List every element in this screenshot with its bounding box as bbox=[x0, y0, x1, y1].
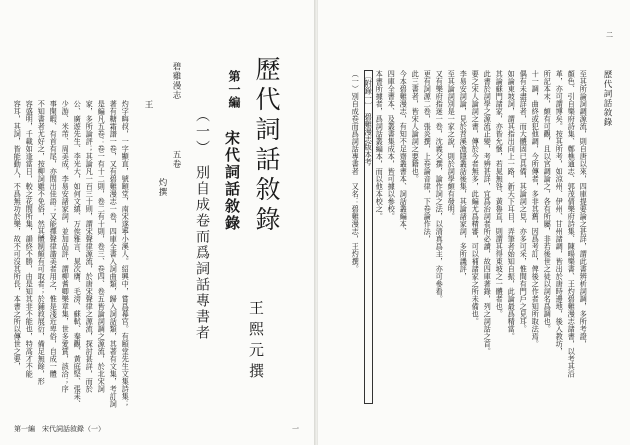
right-text-col-1: 至其所論詞調源流，則自唐以來，四庫提要論之甚詳，謂此書辨析詞調，多所考證， bbox=[579, 70, 589, 348]
chapter-heading: （一） 別自成卷而爲詞話專書者 bbox=[194, 108, 210, 341]
section-label: 第一編 bbox=[227, 70, 241, 109]
left-text-col-4: 家，多所論評；其論凡一百三十則，謂宋聲律源流，於唐宋聲律之源流，探討甚詳，而於 bbox=[85, 100, 95, 393]
right-text-col-2: 顏色、引自樂府詩集、鄭樵通志、郭茂倩樂府詩集、陳暘樂書、王灼碧雞漫志諸書，以考其沿 bbox=[567, 70, 577, 378]
right-text-col-20: （一）別自成卷而爲詞話專書者 又名：碧雞漫志，王灼撰。 bbox=[351, 70, 361, 273]
right-text-col-5: 十一調，曲終或犯他調，今所傳者，多非其舊，因爲考訂，俾後之作者知所取法焉。 bbox=[531, 70, 541, 348]
book-author: 王熙元撰 bbox=[247, 300, 265, 384]
right-text-col-6: 偶有未盡詳者，而大體固已具備，其論詞之見，亦多可采，惟間有門戶之見耳。 bbox=[519, 70, 529, 333]
right-text-col-19: 〔附錄一〕 碧雞漫志版本考 bbox=[364, 70, 373, 404]
right-text-col-17: 四庫全書本、及叢書集成本，皆可據以參校。 bbox=[387, 70, 397, 220]
right-page-running-title: 歷代詞話敘錄 bbox=[602, 70, 612, 127]
right-text-col-9: 此書於詞學之源流正變，考辨甚詳，宜爲治詞者所必讀，故四庫著錄，列之詞話之首。 bbox=[483, 70, 493, 355]
left-text-col-7: 事閑暇、有首有尾，亦間出佳語；又能擇聲律諧美者用之，惟是淺近卑俗，自成一體 bbox=[49, 100, 59, 378]
entry-volumes: 五卷 bbox=[171, 150, 181, 169]
right-text-col-10: 要之宋人論詞之書，傳於今者無多，此編尤爲精審，可以補諸家之所未備也。 bbox=[471, 70, 481, 325]
right-page bbox=[318, 0, 630, 445]
right-text-col-16: 今本碧雞漫志，有知不足齋叢書本、詞話叢編本、 bbox=[399, 70, 409, 235]
left-page-footer-title: 第一編 宋代詞話敘錄（一） bbox=[14, 425, 105, 433]
entry-author-name: 灼撰 bbox=[157, 178, 167, 197]
right-text-col-7: 如論東坡詞，謂其指出向上一路，新天下耳目，弄筆者始知自振，此論最爲精當。 bbox=[507, 70, 517, 340]
left-text-col-6: 少游、米芾、周美成、李易安諸家詞，並加品評，謂柳耆卿樂章集，世多愛賞，該洽；序 bbox=[61, 100, 71, 393]
left-text-col-2: 著有糖霜譜一卷，又有碧雞漫志一卷，四庫全書入詞曲類，歸入詞話類，其著有文集，考訂詞 bbox=[109, 100, 119, 408]
left-text-col-9: 容盛明，千載如逢當日，較之花間所集，韻終不勝，由是知其非不能也，特高才不能 bbox=[25, 100, 35, 378]
book-title: 歷代詞話敘錄 bbox=[252, 56, 281, 236]
right-text-col-11: 李易安詞論，見於苕溪漁隱叢話後集，其論諸家詞，多所譏評， bbox=[459, 70, 469, 280]
left-text-col-10: 容耳，其詞，皆能動人，不爲無功於樂，故不可沒其所長，本書之所以傳世之要， bbox=[13, 100, 23, 370]
left-page-number: 一 bbox=[292, 425, 299, 433]
right-text-col-3: 革，亦可謂博矣。按其所考，如涼州、伊州、甘州諸調，皆出於唐時邊地，後入教坊， bbox=[555, 70, 565, 355]
left-text-col-5: 公、廣遊先生、李光大，如何文縝、万俟雅言、晁次膺、毛滂、蘇軾、秦觀、黃庭堅、張耒、 bbox=[73, 100, 83, 408]
entry-author-label: 王 bbox=[143, 100, 153, 110]
left-text-col-3: 是編凡五卷：卷一有十二則，卷二有十則，卷三、卷四、卷五皆論詞調之源流，於北宋詞 bbox=[97, 100, 107, 393]
right-text-col-15: 此三書者，皆宋人論詞之要籍也。 bbox=[411, 70, 421, 183]
right-text-col-12: 至其論詞別是一家之說，則於詞學頗有發明。 bbox=[447, 70, 457, 220]
right-text-col-8: 其論蘇門諸家，亦皆允愜，若晁無咎、黃魯直，則謂其得東坡之一體者也。 bbox=[495, 70, 505, 318]
left-text-col-1: 灼字晦叔，一字顯直，號頤堂，南宋遂寧小溪人。紹興中，嘗爲幕官。有頤堂先生文集詩集； bbox=[121, 100, 131, 408]
entry-title: 碧雞漫志 bbox=[171, 62, 181, 100]
right-text-col-14: 更有詞源二卷，張炎撰，上卷論音律，下卷論作法， bbox=[423, 70, 433, 243]
right-text-col-4: 所記本末，頗有可觀，且以宮調論之，各有所屬，非若後世之徒以詞名爲調也。 bbox=[543, 70, 553, 333]
right-text-col-13: 又有樂府指迷一卷，沈義父撰，論作詞之法，以清真爲主，亦可參看。 bbox=[435, 70, 445, 303]
section-title: 宋代詞話敘錄 bbox=[223, 130, 241, 232]
right-text-col-18: 本書所據者，爲詞話叢編本，而以他本校之。 bbox=[375, 70, 385, 220]
right-page-number: 二 bbox=[606, 31, 613, 39]
left-text-col-8: 不知書者尤好之，按柳詞雖不免俗，然其體制頗有可取者；於鋪敘展衍，備足無餘，形 bbox=[37, 100, 47, 385]
